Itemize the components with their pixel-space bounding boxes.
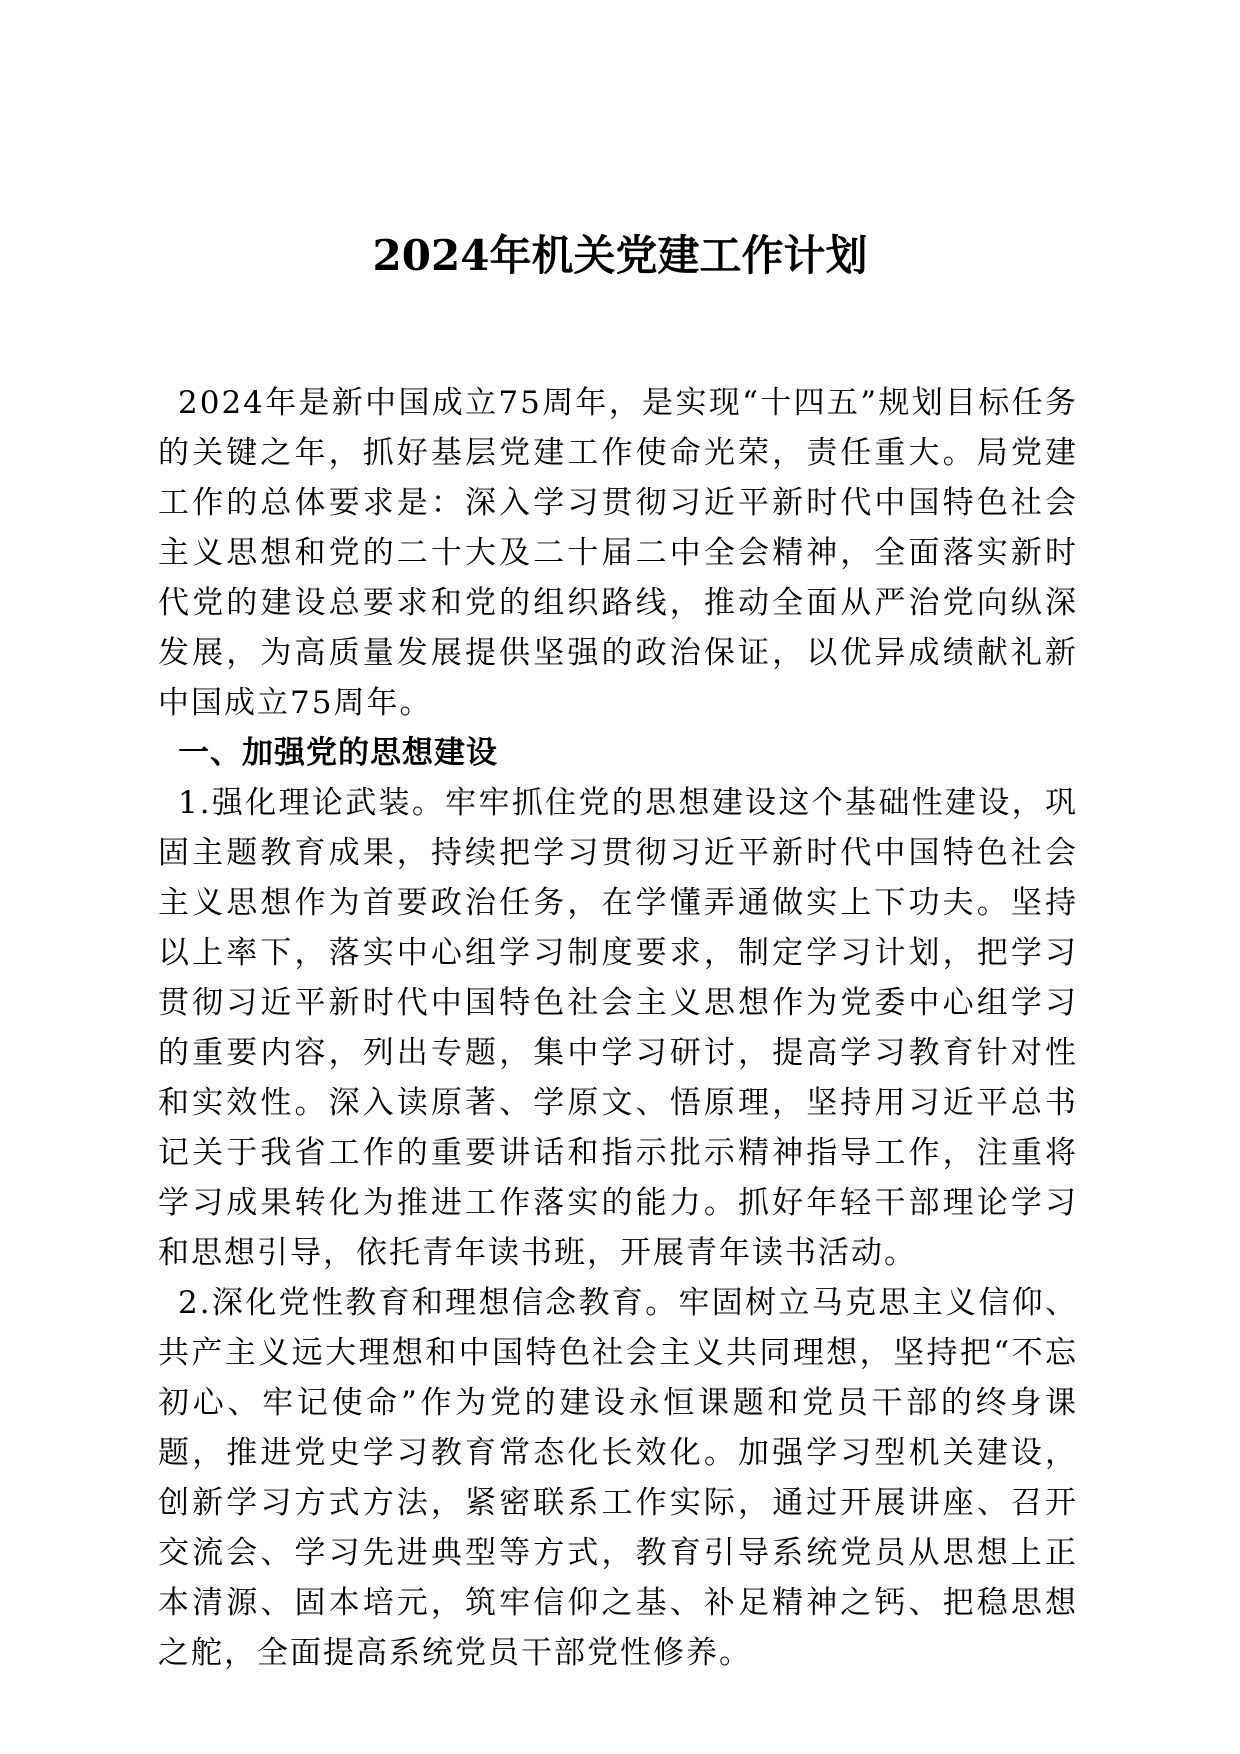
intro-paragraph: 2024年是新中国成立75周年，是实现“十四五”规划目标任务的关键之年，抓好基层党建工作使命光荣，责任重大。局党建工作的总体要求是：深入学习贯彻习近平新时代中国特色社会主义思想和党的二十大及二十届二中全会精神，全面落实新时代党的建设总要求和党的组织路线，推动全面从严治党向纵深发展，为高质量发展提供坚强的政治保证，以优异成绩献礼新中国成立75周年。 bbox=[158, 385, 1078, 721]
section-heading: 一、加强党的思想建设 bbox=[178, 735, 498, 771]
section-paragraph: 1.强化理论武装。牢牢抓住党的思想建设这个基础性建设，巩固主题教育成果，持续把学习贯彻习近平新时代中国特色社会主义思想作为首要政治任务，在学懂弄通做实上下功夫。坚持以上率下，落实中心组学习制度要求，制定学习计划，把学习贯彻习近平新时代中国特色社会主义思想作为党委中心组学习的重要内容，列出专题，集中学习研讨，提高学习教育针对性和实效性。深入读原著、学原文、悟原理，坚持用习近平总书记关于我省工作的重要讲话和指示批示精神指导工作，注重将学习成果转化为推进工作落实的能力。抓好年轻干部理论学习和思想引导，依托青年读书班，开展青年读书活动。 bbox=[158, 785, 1078, 1271]
document-title: 2024年机关党建工作计划 bbox=[372, 231, 868, 280]
document-body bbox=[158, 378, 1078, 1678]
section-paragraph: 2.深化党性教育和理想信念教育。牢固树立马克思主义信仰、共产主义远大理想和中国特色社会主义共同理想，坚持把“不忘初心、牢记使命”作为党的建设永恒课题和党员干部的终身课题，推进党史学习教育常态化长效化。加强学习型机关建设，创新学习方式方法，紧密联系工作实际，通过开展讲座、召开交流会、学习先进典型等方式，教育引导系统党员从思想上正本清源、固本培元，筑牢信仰之基、补足精神之钙、把稳思想之舵，全面提高系统党员干部党性修养。 bbox=[158, 1285, 1078, 1671]
